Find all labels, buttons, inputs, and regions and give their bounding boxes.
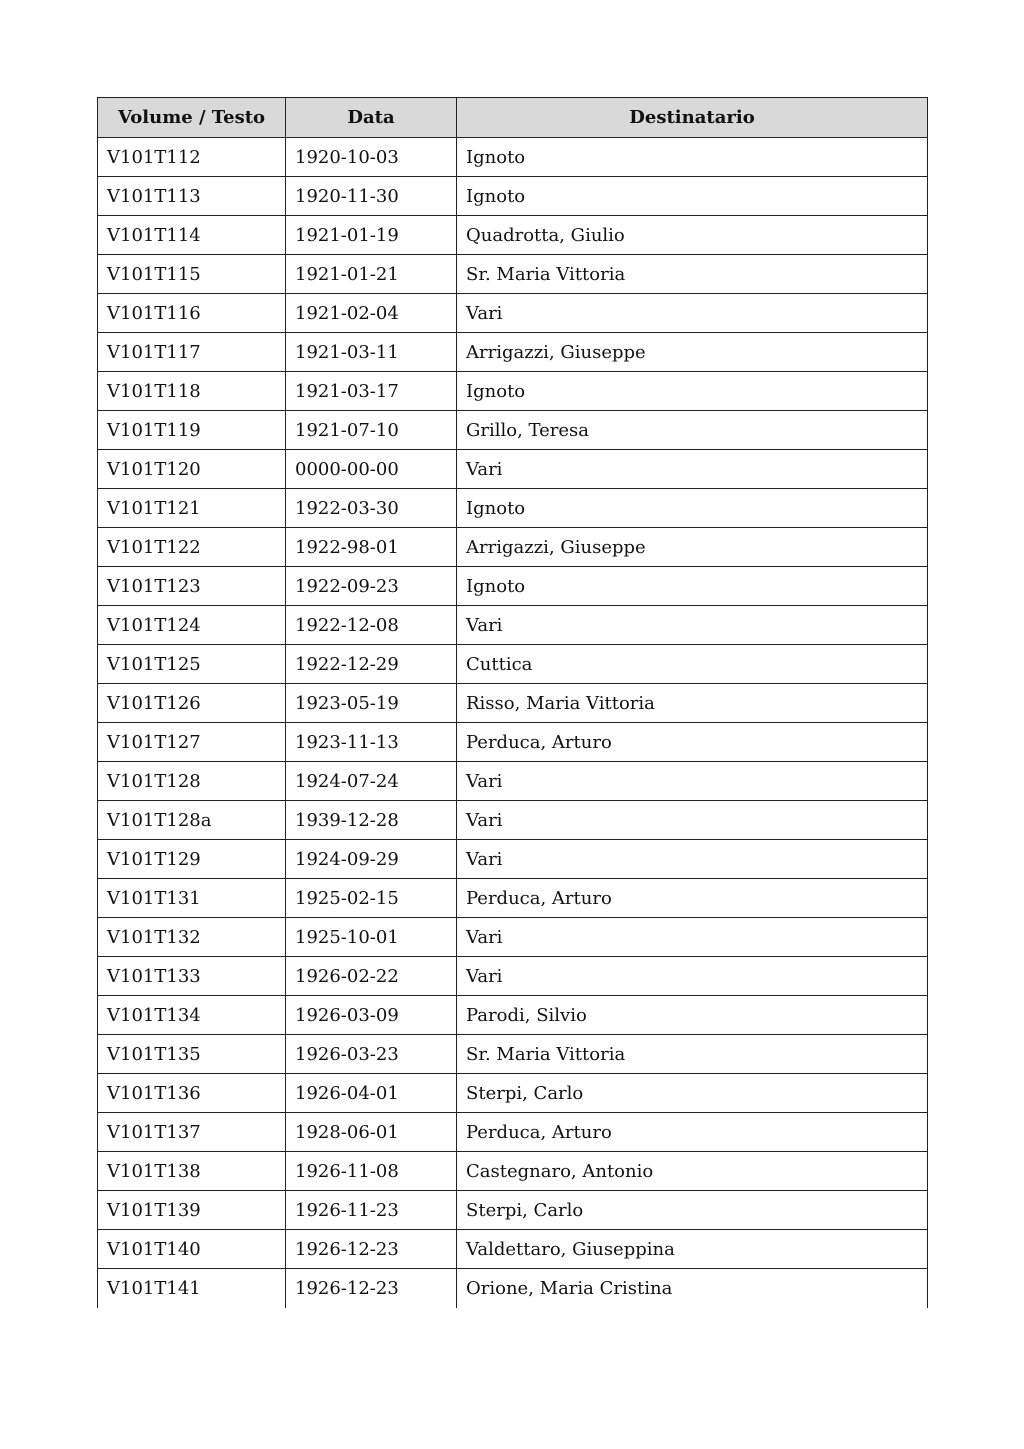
- cell-destinatario: Vari: [457, 840, 928, 879]
- table-row: [98, 177, 928, 216]
- cell-destinatario: Perduca, Arturo: [457, 723, 928, 762]
- cell-data: 1926-11-08: [286, 1152, 457, 1191]
- cell-data: 1921-01-19: [286, 216, 457, 255]
- cell-volume-testo: V101T128a: [98, 801, 286, 840]
- cell-volume-testo: V101T117: [98, 333, 286, 372]
- table-row: [98, 138, 928, 177]
- cell-destinatario: Perduca, Arturo: [457, 879, 928, 918]
- table-row: [98, 528, 928, 567]
- cell-destinatario: Sterpi, Carlo: [457, 1191, 928, 1230]
- table-row: [98, 1269, 928, 1308]
- cell-volume-testo: V101T131: [98, 879, 286, 918]
- header-row: [98, 98, 928, 138]
- cell-data: 1923-11-13: [286, 723, 457, 762]
- cell-volume-testo: V101T112: [98, 138, 286, 177]
- cell-data: 1922-98-01: [286, 528, 457, 567]
- header-destinatario: Destinatario: [457, 98, 928, 138]
- cell-volume-testo: V101T137: [98, 1113, 286, 1152]
- cell-volume-testo: V101T118: [98, 372, 286, 411]
- cell-destinatario: Vari: [457, 294, 928, 333]
- cell-volume-testo: V101T121: [98, 489, 286, 528]
- cell-destinatario: Vari: [457, 450, 928, 489]
- cell-destinatario: Sterpi, Carlo: [457, 1074, 928, 1113]
- cell-volume-testo: V101T126: [98, 684, 286, 723]
- cell-destinatario: Sr. Maria Vittoria: [457, 1035, 928, 1074]
- cell-volume-testo: V101T138: [98, 1152, 286, 1191]
- cell-data: 1922-03-30: [286, 489, 457, 528]
- table-row: [98, 1191, 928, 1230]
- cell-destinatario: Ignoto: [457, 177, 928, 216]
- cell-volume-testo: V101T113: [98, 177, 286, 216]
- cell-data: 1920-10-03: [286, 138, 457, 177]
- table-row: [98, 216, 928, 255]
- cell-volume-testo: V101T139: [98, 1191, 286, 1230]
- cell-data: 0000-00-00: [286, 450, 457, 489]
- table-row: [98, 294, 928, 333]
- cell-data: 1926-02-22: [286, 957, 457, 996]
- cell-data: 1926-03-09: [286, 996, 457, 1035]
- cell-data: 1923-05-19: [286, 684, 457, 723]
- cell-destinatario: Vari: [457, 801, 928, 840]
- table-row: [98, 450, 928, 489]
- table-row: [98, 372, 928, 411]
- table-row: [98, 1113, 928, 1152]
- cell-data: 1926-03-23: [286, 1035, 457, 1074]
- table-row: [98, 1074, 928, 1113]
- cell-data: 1921-01-21: [286, 255, 457, 294]
- cell-volume-testo: V101T127: [98, 723, 286, 762]
- cell-destinatario: Sr. Maria Vittoria: [457, 255, 928, 294]
- cell-data: 1926-12-23: [286, 1230, 457, 1269]
- table-row: [98, 567, 928, 606]
- cell-volume-testo: V101T132: [98, 918, 286, 957]
- cell-data: 1922-12-29: [286, 645, 457, 684]
- cell-volume-testo: V101T141: [98, 1269, 286, 1308]
- cell-volume-testo: V101T129: [98, 840, 286, 879]
- cell-destinatario: Perduca, Arturo: [457, 1113, 928, 1152]
- cell-volume-testo: V101T136: [98, 1074, 286, 1113]
- table-row: [98, 489, 928, 528]
- cell-volume-testo: V101T125: [98, 645, 286, 684]
- cell-destinatario: Ignoto: [457, 489, 928, 528]
- cell-data: 1922-09-23: [286, 567, 457, 606]
- cell-volume-testo: V101T114: [98, 216, 286, 255]
- cell-destinatario: Cuttica: [457, 645, 928, 684]
- table-row: [98, 918, 928, 957]
- cell-volume-testo: V101T123: [98, 567, 286, 606]
- table-row: [98, 333, 928, 372]
- header-volume-testo: Volume / Testo: [98, 98, 286, 138]
- cell-data: 1920-11-30: [286, 177, 457, 216]
- header-data: Data: [286, 98, 457, 138]
- cell-volume-testo: V101T134: [98, 996, 286, 1035]
- table-body: [98, 138, 928, 1308]
- cell-destinatario: Vari: [457, 606, 928, 645]
- cell-volume-testo: V101T133: [98, 957, 286, 996]
- table-row: [98, 996, 928, 1035]
- cell-destinatario: Grillo, Teresa: [457, 411, 928, 450]
- cell-destinatario: Vari: [457, 762, 928, 801]
- table-row: [98, 1152, 928, 1191]
- table-row: [98, 1035, 928, 1074]
- cell-destinatario: Ignoto: [457, 567, 928, 606]
- cell-data: 1926-12-23: [286, 1269, 457, 1308]
- table-row: [98, 801, 928, 840]
- cell-data: 1939-12-28: [286, 801, 457, 840]
- table-row: [98, 879, 928, 918]
- cell-volume-testo: V101T122: [98, 528, 286, 567]
- cell-data: 1921-03-17: [286, 372, 457, 411]
- cell-destinatario: Ignoto: [457, 138, 928, 177]
- cell-volume-testo: V101T116: [98, 294, 286, 333]
- cell-destinatario: Arrigazzi, Giuseppe: [457, 528, 928, 567]
- cell-volume-testo: V101T128: [98, 762, 286, 801]
- table-row: [98, 684, 928, 723]
- cell-destinatario: Risso, Maria Vittoria: [457, 684, 928, 723]
- cell-destinatario: Parodi, Silvio: [457, 996, 928, 1035]
- cell-data: 1921-07-10: [286, 411, 457, 450]
- cell-destinatario: Arrigazzi, Giuseppe: [457, 333, 928, 372]
- table-row: [98, 762, 928, 801]
- cell-volume-testo: V101T124: [98, 606, 286, 645]
- cell-data: 1924-07-24: [286, 762, 457, 801]
- cell-destinatario: Ignoto: [457, 372, 928, 411]
- cell-data: 1925-02-15: [286, 879, 457, 918]
- cell-volume-testo: V101T135: [98, 1035, 286, 1074]
- cell-volume-testo: V101T140: [98, 1230, 286, 1269]
- table-header: [98, 98, 928, 138]
- letters-table: [97, 97, 928, 1308]
- cell-volume-testo: V101T119: [98, 411, 286, 450]
- cell-destinatario: Vari: [457, 918, 928, 957]
- table-row: [98, 957, 928, 996]
- cell-data: 1922-12-08: [286, 606, 457, 645]
- cell-data: 1925-10-01: [286, 918, 457, 957]
- cell-volume-testo: V101T120: [98, 450, 286, 489]
- cell-destinatario: Castegnaro, Antonio: [457, 1152, 928, 1191]
- cell-destinatario: Vari: [457, 957, 928, 996]
- cell-destinatario: Valdettaro, Giuseppina: [457, 1230, 928, 1269]
- cell-data: 1921-03-11: [286, 333, 457, 372]
- table-row: [98, 411, 928, 450]
- table-row: [98, 255, 928, 294]
- cell-destinatario: Orione, Maria Cristina: [457, 1269, 928, 1308]
- cell-data: 1921-02-04: [286, 294, 457, 333]
- cell-volume-testo: V101T115: [98, 255, 286, 294]
- table-row: [98, 645, 928, 684]
- cell-data: 1924-09-29: [286, 840, 457, 879]
- cell-data: 1926-04-01: [286, 1074, 457, 1113]
- table-row: [98, 723, 928, 762]
- table-row: [98, 1230, 928, 1269]
- table-row: [98, 840, 928, 879]
- cell-destinatario: Quadrotta, Giulio: [457, 216, 928, 255]
- table-row: [98, 606, 928, 645]
- cell-data: 1926-11-23: [286, 1191, 457, 1230]
- cell-data: 1928-06-01: [286, 1113, 457, 1152]
